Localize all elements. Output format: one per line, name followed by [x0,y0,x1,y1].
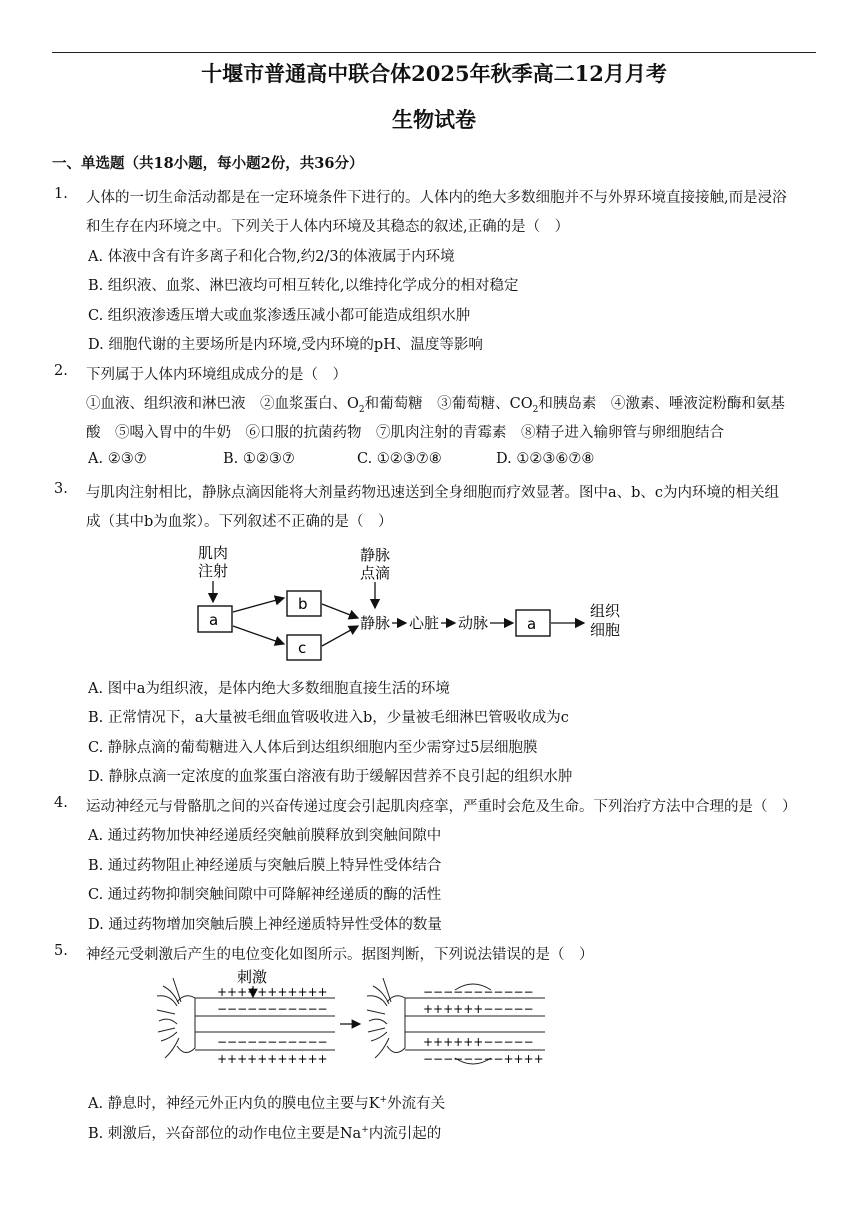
q2-option-b: B. ①②③⑦ [223,451,295,467]
excited-outer-top-charges: −−−−−−−−−−− [423,985,534,999]
q4-option-c: C. 通过药物抑制突触间隙中可降解神经递质的酶的活性 [88,887,442,903]
q2-items-line2: 酸 ⑤喝入胃中的牛奶 ⑥口服的抗菌药物 ⑦肌肉注射的青霉素 ⑧精子进入输卵管与卵细胞结合 [86,425,724,441]
q4-option-a: A. 通过药物加快神经递质经突触前膜释放到突触间隙中 [88,828,442,844]
q3-number: 3. [54,481,68,497]
q4-option-d: D. 通过药物增加突触后膜上神经递质特异性受体的数量 [88,917,442,933]
q4-stem: 运动神经元与骨骼肌之间的兴奋传递过度会引起肌肉痉挛，严重时会危及生命。下列治疗方法中合理的是（ ） [86,799,797,815]
section-heading: 一、单选题（共18小题，每小题2份，共36分） [52,155,364,172]
q5-option-b: B. 刺激后，兴奋部位的动作电位主要是Na+内流引起的 [88,1125,442,1142]
q3-option-a: A. 图中a为组织液，是体内绝大多数细胞直接生活的环境 [88,681,450,697]
q1-number: 1. [54,186,68,202]
label-tissue-2: 细胞 [590,621,621,639]
label-tissue-1: 组织 [590,602,621,620]
q1-stem-line2: 和生存在内环境之中。下列关于人体内环境及其稳态的叙述,正确的是（ ） [86,219,570,235]
label-artery: 动脉 [458,614,489,632]
excited-inner-bottom-charges: ++++++−−−−− [423,1035,534,1049]
stimulus-label: 刺激 [237,968,268,986]
q3-stem-line2: 成（其中b为血浆）。下列叙述不正确的是（ ） [86,514,393,530]
label-muscle-inject-1: 肌肉 [198,544,229,562]
arrow-a-to-c [233,626,284,644]
q4-number: 4. [54,795,68,811]
q1-stem-line1: 人体的一切生命活动都是在一定环境条件下进行的。人体内的绝大多数细胞并不与外界环境直接接触,而是浸浴 [86,190,787,206]
q2-option-c: C. ①②③⑦⑧ [357,451,442,467]
q2-items-line1: ①血液、组织液和淋巴液 ②血浆蛋白、$O_2$和葡萄糖 ③葡萄糖、$CO_2$和胰岛素 ④激素、唾液淀粉酶和氨基 [86,396,785,415]
label-muscle-inject-2: 注射 [198,562,229,580]
q1-option-d: D. 细胞代谢的主要场所是内环境,受内环境的pH、温度等影响 [88,337,483,353]
box-a2-label: a [527,615,537,633]
q3-option-d: D. 静脉点滴一定浓度的血浆蛋白溶液有助于缓解因营养不良引起的组织水肿 [88,769,573,785]
q1-option-c: C. 组织液渗透压增大或血浆渗透压减小都可能造成组织水肿 [88,308,471,324]
q4-option-b: B. 通过药物阻止神经递质与突触后膜上特异性受体结合 [88,858,442,874]
rest-outer-bottom-charges: +++++++++++ [217,1052,328,1066]
q2-number: 2. [54,363,68,379]
box-c-label: c [298,639,307,657]
q2-option-a: A. ②③⑦ [88,451,147,467]
rest-inner-top-charges: −−−−−−−−−−− [217,1002,328,1016]
label-vein: 静脉 [360,614,391,632]
page-title: 十堰市普通高中联合体2025年秋季高二12月月考 [201,61,667,86]
q1-option-b: B. 组织液、血浆、淋巴液均可相互转化,以维持化学成分的相对稳定 [88,278,519,294]
q2-option-d: D. ①②③⑥⑦⑧ [496,451,595,467]
label-heart: 心脏 [409,614,440,632]
q3-option-c: C. 静脉点滴的葡萄糖进入人体后到达组织细胞内至少需穿过5层细胞膜 [88,740,538,756]
q3-option-b: B. 正常情况下，a大量被毛细血管吸收进入b，少量被毛细淋巴管吸收成为c [88,710,569,726]
excited-outer-bottom-charges: −−−−−−−−++++ [423,1052,544,1066]
rest-outer-top-charges: +++++++++++ [217,985,328,999]
q5-number: 5. [54,943,68,959]
q2-stem: 下列属于人体内环境组成成分的是（ ） [86,367,347,383]
box-a-label: a [209,611,219,629]
q3-stem-line1: 与肌肉注射相比，静脉点滴因能将大剂量药物迅速送到全身细胞而疗效显著。图中a、b、c为内环境的相关组 [86,485,780,501]
label-iv-drip-2: 点滴 [360,564,391,582]
arrow-a-to-b [233,598,284,612]
q5-option-a: A. 静息时，神经元外正内负的膜电位主要与K+外流有关 [88,1095,446,1112]
q1-option-a: A. 体液中含有许多离子和化合物,约2/3的体液属于内环境 [88,249,455,265]
arrow-b-to-vein [322,604,358,618]
arrow-c-to-vein [322,626,358,646]
q5-neuron-diagram [155,966,550,1076]
q5-stem: 神经元受刺激后产生的电位变化如图所示。据图判断，下列说法错误的是（ ） [86,947,594,963]
top-rule [52,52,816,53]
page-subtitle: 生物试卷 [392,107,476,132]
box-b-label: b [298,595,308,613]
rest-inner-bottom-charges: −−−−−−−−−−− [217,1035,328,1049]
excited-inner-top-charges: ++++++−−−−− [423,1002,534,1016]
label-iv-drip-1: 静脉 [360,546,391,564]
q3-circulation-diagram [180,540,640,665]
